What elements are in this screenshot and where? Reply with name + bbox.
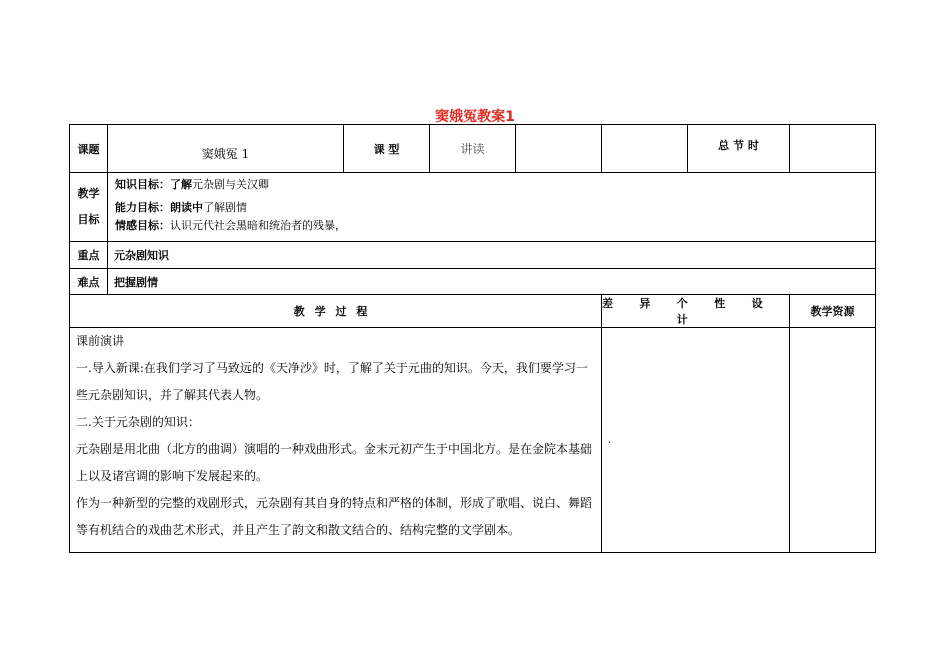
design-header: 差异个性设计 — [602, 295, 790, 328]
key-point-label: 重点 — [70, 242, 108, 269]
process-line: 等有机结合的戏曲艺术形式，并且产生了韵文和散文结合的、结构完整的文学剧本。 — [76, 523, 521, 537]
key-point-text: 元杂剧知识 — [108, 242, 876, 269]
process-header: 教学过程 — [70, 295, 602, 328]
goals-content — [108, 173, 876, 242]
process-line: 上以及诸宫调的影响下发展起来的。 — [76, 469, 269, 483]
process-line: 元杂剧是用北曲（北方的曲调）演唱的一种戏曲形式。金末元初产生于中国北方。是在金院本基础 — [76, 442, 593, 456]
design-content: . — [602, 328, 790, 553]
difficulty-row — [70, 269, 876, 295]
difficulty-label: 难点 — [70, 269, 108, 295]
type-label: 课 型 — [344, 125, 430, 173]
page-title: 窦娥冤教案1 — [435, 109, 515, 125]
periods-value — [790, 125, 876, 173]
ability-goal: 能力目标：朗读中了解剧情 — [115, 201, 247, 214]
process-line: 作为一种新型的完整的戏剧形式，元杂剧有其自身的特点和严格的体制，形成了歌唱、说白、舞蹈 — [76, 496, 593, 510]
header-row — [70, 125, 876, 173]
resources-content — [790, 328, 876, 553]
process-content — [70, 328, 602, 553]
lesson-plan-table — [69, 124, 876, 553]
process-header-row — [70, 295, 876, 328]
topic-value: 窦娥冤 1 — [108, 125, 344, 173]
process-line: 二.关于元杂剧的知识： — [76, 415, 200, 429]
periods-label: 总 节 时 — [688, 125, 790, 173]
goals-label: 教学 目标 — [70, 173, 108, 242]
difficulty-text: 把握剧情 — [108, 269, 876, 295]
process-body-row — [70, 328, 876, 553]
topic-label: 课题 — [70, 125, 108, 173]
key-point-row — [70, 242, 876, 269]
resources-header: 教学资源 — [790, 295, 876, 328]
process-line: 课前演讲 — [76, 334, 125, 348]
empty-cell — [516, 125, 602, 173]
emotion-goal: 情感目标：认识元代社会黑暗和统治者的残暴， — [115, 219, 346, 232]
knowledge-goal: 知识目标：了解元杂剧与关汉卿 — [115, 178, 269, 191]
goals-row — [70, 173, 876, 242]
process-line: 些元杂剧知识，并了解其代表人物。 — [76, 388, 269, 402]
empty-cell — [602, 125, 688, 173]
process-line: 一.导入新课:在我们学习了马致远的《天净沙》时，了解了关于元曲的知识。今天，我们要学习一 — [76, 361, 588, 375]
type-value: 讲读 — [430, 125, 516, 173]
